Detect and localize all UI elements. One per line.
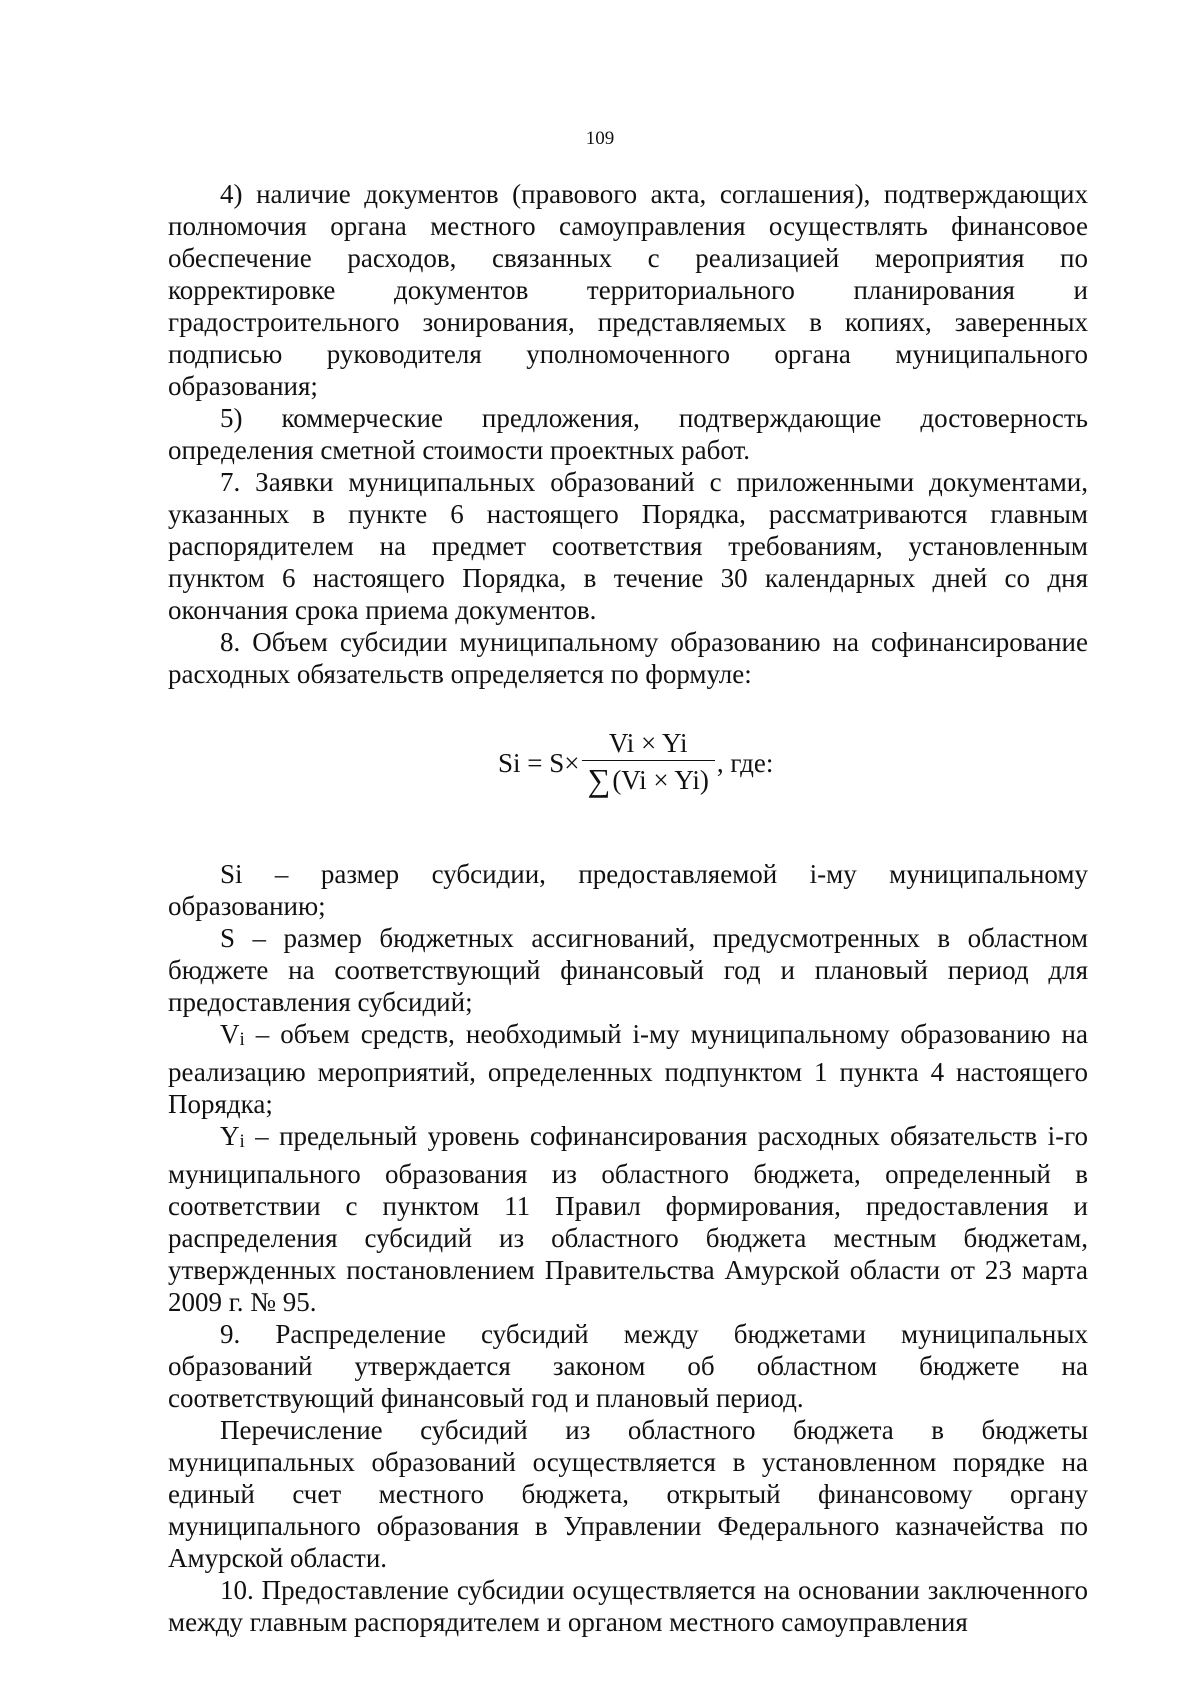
formula-fraction	[582, 730, 715, 796]
formula-denominator: (Vi × Yi)	[612, 764, 709, 795]
paragraph-item-4: 4) наличие документов (правового акта, соглашения), подтверждающих полномочия органа местного самоуправления осуществлять финансовое обеспечение расходов, связанных с реализацией мероприятия по корректировке документов территориального планирования и градостроительного зонирования, представляемых в копиях, заверенных подписью руководителя уполномоченного органа муниципального образования;	[168, 179, 1088, 401]
sum-symbol: ∑	[587, 762, 611, 798]
formula-suffix: , где:	[716, 747, 774, 778]
formula-block	[168, 690, 1088, 858]
definition-vi	[168, 1018, 1088, 1120]
yi-symbol: Y	[220, 1121, 240, 1151]
yi-subscript: i	[239, 1131, 245, 1152]
paragraph-item-5: 5) коммерческие предложения, подтверждающие достоверность определения сметной стоимости проектных работ.	[168, 403, 1088, 465]
formula-denominator-group	[582, 761, 715, 796]
formula-numerator: Vi × Yi	[608, 728, 688, 758]
paragraph-clause-8: 8. Объем субсидии муниципальному образованию на софинансирование расходных обязательств определяется по формуле:	[168, 627, 1088, 689]
yi-text: – предельный уровень софинансирования расходных обязательств i-го муниципального образования из областного бюджета, определенный в соответствии с пунктом 11 Правил формирования, предоставления и распределения субсидий из областного бюджета местным бюджетам, утвержденных постановлением Правительства Амурской области от 23 марта 2009 г. № 95.	[168, 1121, 1088, 1317]
vi-subscript: i	[239, 1029, 245, 1050]
vi-text: – объем средств, необходимый i-му муниципальному образованию на реализацию мероприятий, определенных подпунктом 1 пункта 4 настоящего Порядка;	[168, 1019, 1088, 1119]
paragraph-transfer: Перечисление субсидий из областного бюджета в бюджеты муниципальных образований осуществляется в установленном порядке на единый счет местного бюджета, открытый финансовому органу муниципального образования в Управлении Федерального казначейства по Амурской области.	[168, 1415, 1088, 1573]
paragraph-clause-9: 9. Распределение субсидий между бюджетами муниципальных образований утверждается законом об областном бюджете на соответствующий финансовый год и плановый период.	[168, 1319, 1088, 1413]
vi-symbol: V	[220, 1019, 240, 1049]
definition-si: Si – размер субсидии, предоставляемой i-му муниципальному образованию;	[168, 859, 1088, 921]
definition-yi	[168, 1120, 1088, 1318]
paragraph-clause-7: 7. Заявки муниципальных образований с приложенными документами, указанных в пункте 6 настоящего Порядка, рассматриваются главным распорядителем на предмет соответствия требованиям, установленным пунктом 6 настоящего Порядка, в течение 30 календарных дней со дня окончания срока приема документов.	[168, 467, 1088, 625]
page-number: 109	[585, 128, 615, 149]
paragraph-clause-10: 10. Предоставление субсидии осуществляется на основании заключенного между главным распорядителем и органом местного самоуправления	[168, 1575, 1088, 1637]
formula-lhs: Si = S×	[498, 747, 580, 778]
definition-s: S – размер бюджетных ассигнований, предусмотренных в областном бюджете на соответствующий финансовый год и плановый период для предоставления субсидий;	[168, 923, 1088, 1017]
document-body	[168, 178, 1088, 1638]
subsidy-formula	[498, 730, 773, 796]
